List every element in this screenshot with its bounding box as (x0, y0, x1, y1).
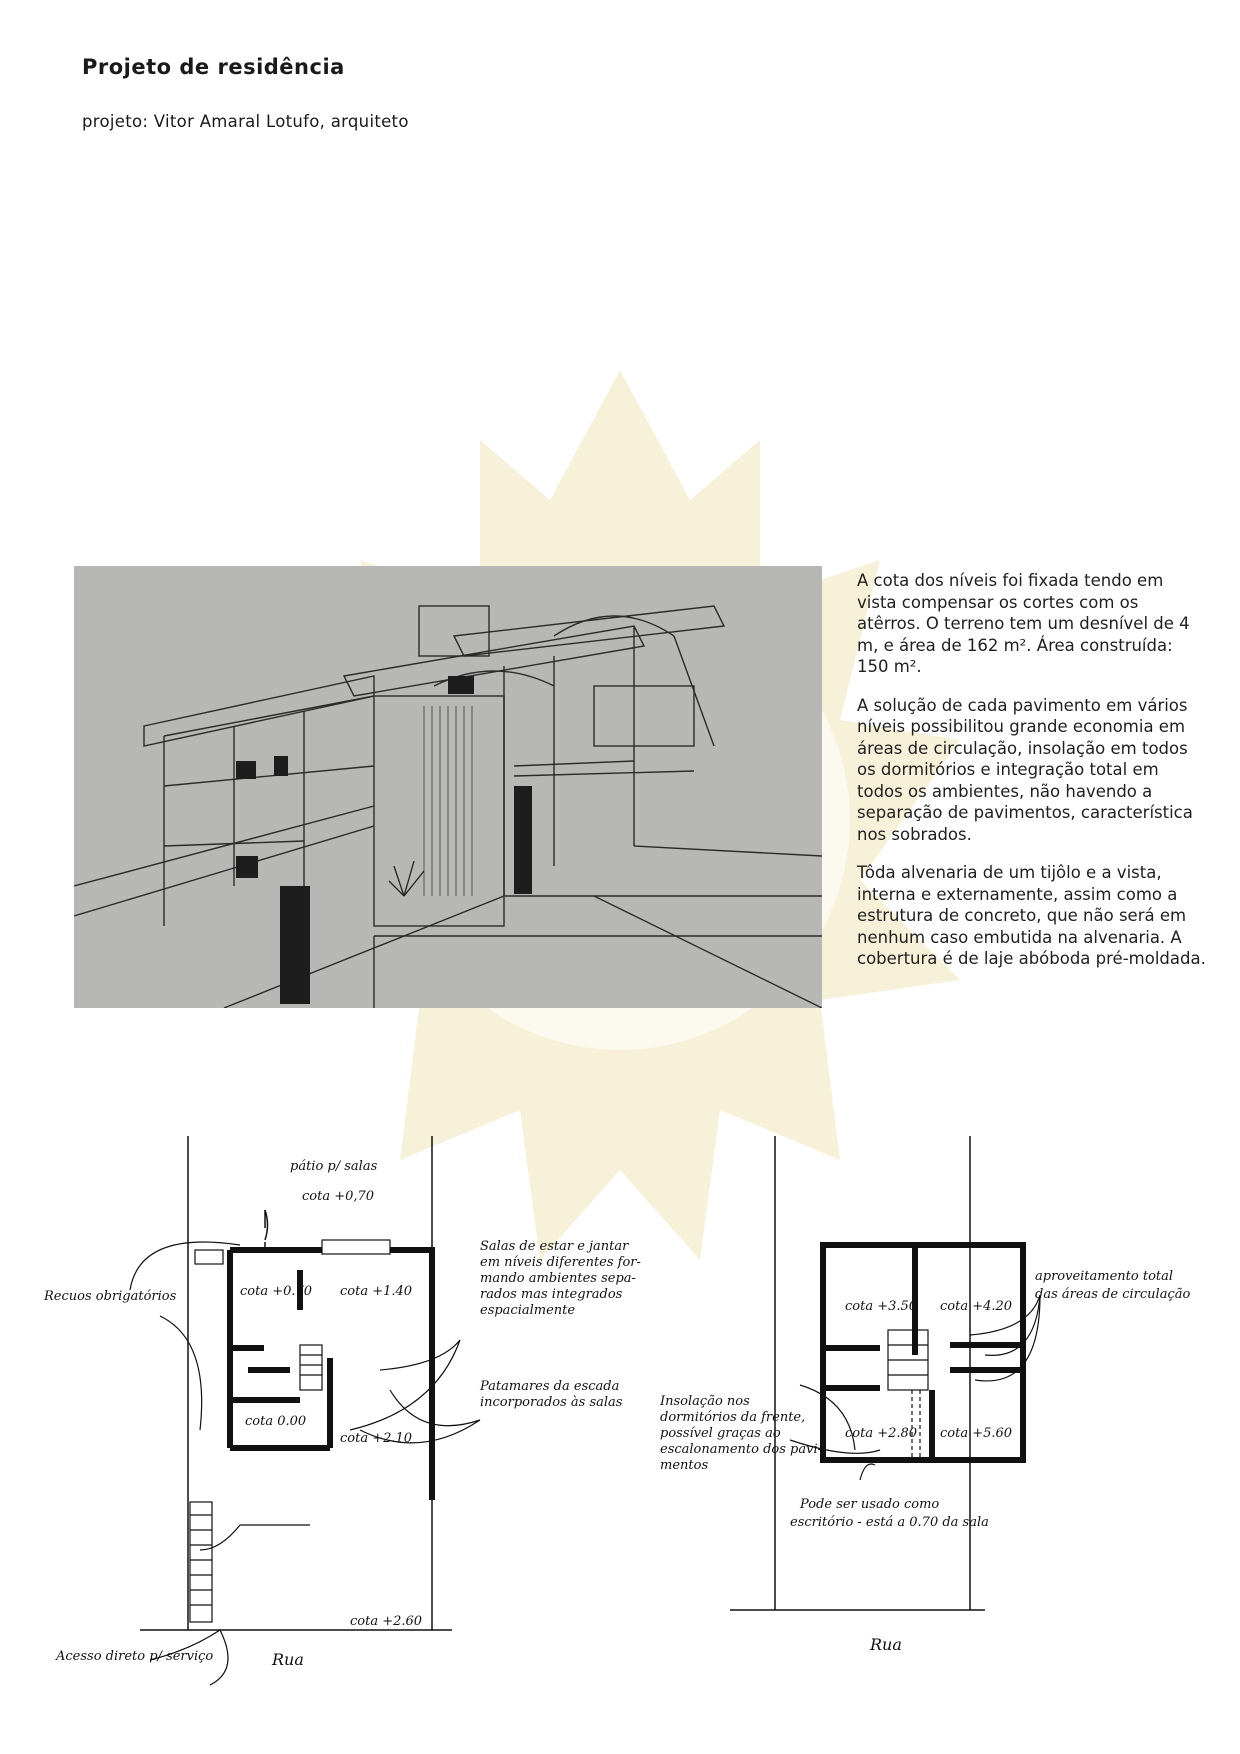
patamares-note-line-2: incorporados às salas (480, 1395, 623, 1410)
salas-note-line-5: espacialmente (480, 1303, 576, 1318)
patio-level: cota +0,70 (302, 1189, 375, 1204)
insolacao-note-line-1: Insolação nos (660, 1394, 750, 1409)
ground-floor-plan (40, 1130, 660, 1690)
service-access-note: Acesso direto p/ serviço (56, 1649, 214, 1664)
insolacao-note-line-5: mentos (660, 1458, 709, 1473)
circulacao-note-line-2: das áreas de circulação (1035, 1287, 1191, 1302)
description-paragraph-3: Tôda alvenaria de um tijôlo e a vista, interna e externamente, assim como a estrutura de concreto, que não será em nenhum caso embutida na alvenaria. A cobertura é de laje abóboda pré-moldada. (857, 863, 1206, 968)
room-level-2-10: cota +2.10 (340, 1431, 413, 1446)
patamares-note-line-1: Patamares da escada (480, 1379, 620, 1394)
insolacao-note-line-2: dormitórios da frente, (660, 1410, 806, 1425)
insolacao-note-line-3: possível graças ao (660, 1426, 781, 1441)
street-label-left: Rua (272, 1650, 304, 1669)
project-credit: projeto: Vitor Amaral Lotufo, arquiteto (82, 112, 409, 131)
salas-note-line-1: Salas de estar e jantar (480, 1239, 629, 1254)
upper-floor-plan (640, 1130, 1230, 1660)
description-paragraph-2: A solução de cada pavimento em vários níveis possibilitou grande economia em áreas de circulação, insolação em todos os dormitórios e integração total em todos os ambientes, não havendo a separação de pavimentos, característica nos sobrados. (857, 695, 1193, 844)
room-level-2-80: cota +2.80 (845, 1426, 918, 1441)
description-paragraph-1: A cota dos níveis foi fixada tendo em vista compensar os cortes com os atêrros. O terreno tem um desnível de 4 m, e área de 162 m². Área construída: 150 m². (857, 571, 1190, 676)
project-description (857, 570, 1207, 987)
street-level: cota +2.60 (350, 1614, 423, 1629)
patio-label: pátio p/ salas (290, 1159, 378, 1174)
salas-note-line-2: em níveis diferentes for- (480, 1255, 641, 1270)
street-label-right: Rua (870, 1635, 902, 1654)
room-level-5-60: cota +5.60 (940, 1426, 1013, 1441)
room-level-4-20: cota +4.20 (940, 1299, 1013, 1314)
circulacao-note-line-1: aproveitamento total (1035, 1269, 1174, 1284)
room-level-3-50: cota +3.50 (845, 1299, 918, 1314)
escritorio-note-line-1: Pode ser usado como (800, 1497, 940, 1512)
room-level-0-70: cota +0.70 (240, 1284, 313, 1299)
escritorio-note-line-2: escritório - está a 0.70 da sala (790, 1515, 989, 1530)
recuos-label: Recuos obrigatórios (44, 1289, 177, 1304)
page-title: Projeto de residência (82, 55, 345, 79)
perspective-sketch (74, 566, 822, 1008)
insolacao-note-line-4: escalonamento dos pavi- (660, 1442, 822, 1457)
room-level-0-00: cota 0.00 (245, 1414, 307, 1429)
salas-note-line-3: mando ambientes sepa- (480, 1271, 636, 1286)
room-level-1-40: cota +1.40 (340, 1284, 413, 1299)
salas-note-line-4: rados mas integrados (480, 1287, 623, 1302)
